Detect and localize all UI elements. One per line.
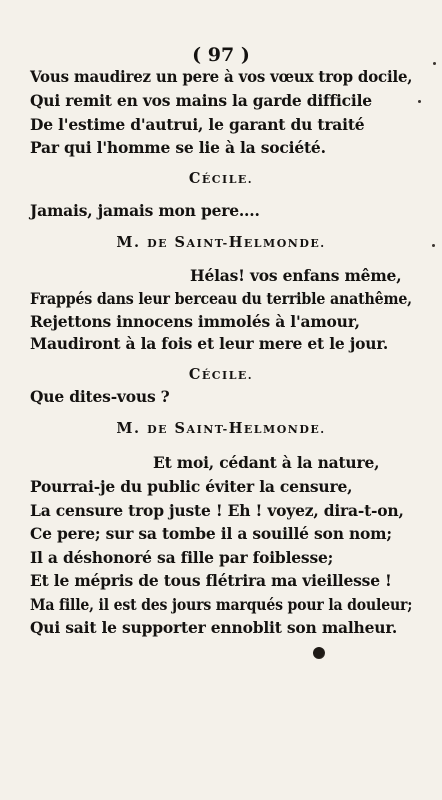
verse-line-5: Jamais, jamais mon pere.... [30,201,260,220]
edge-dot-icon [433,62,436,65]
verse-line-9: Maudiront à la fois et leur mere et le jour. [30,334,389,353]
verse-line-3: De l'estime d'autrui, le garant du traité [30,115,365,134]
speaker-s-rest: AINT- [186,237,229,250]
speaker-initial: C [188,366,202,383]
edge-dot-icon [418,100,421,103]
ink-mark-icon [313,647,325,659]
speaker-rest: ÉCILE. [201,369,254,382]
speaker-prefix: M. [116,234,148,251]
verse-line-2: Qui remit en vos mains la garde difficile [30,91,372,110]
page-number: ( 97 ) [192,44,250,66]
speaker-s-rest: AINT- [186,423,229,436]
speaker-prefix: M. [116,420,148,437]
speaker-rest: ÉCILE. [201,173,254,186]
speaker-de: DE [147,237,168,250]
verse-line-8: Rejettons innocens immolés à l'amour, [30,312,360,331]
verse-line-6: Hélas! vos enfans même, [190,266,402,285]
verse-line-1: Vous maudirez un pere à vos vœux trop docile, [30,67,413,86]
speaker-h-initial: H [228,420,244,437]
edge-dot-icon [432,244,435,247]
verse-line-13: La censure trop juste ! Eh ! voyez, dira-t-on, [30,501,404,520]
verse-line-11: Et moi, cédant à la nature, [153,453,380,472]
verse-line-18: Qui sait le supporter ennoblit son malheur. [30,618,398,637]
verse-line-15: Il a déshonoré sa fille par foiblesse; [30,548,334,567]
speaker-s-initial: S [168,234,187,251]
verse-line-12: Pourrai-je du public éviter la censure, [30,477,353,496]
speaker-h-rest: ELMONDE. [243,237,326,250]
verse-line-10: Que dites-vous ? [30,387,170,406]
verse-line-16: Et le mépris de tous flétrira ma vieillesse ! [30,571,392,590]
verse-line-14: Ce pere; sur sa tombe il a souillé son nom; [30,524,392,543]
speaker-s-initial: S [168,420,187,437]
speaker-h-rest: ELMONDE. [243,423,326,436]
verse-line-17: Ma fille, il est des jours marqués pour la douleur; [30,595,413,614]
speaker-heading-cecile [0,170,442,189]
speaker-initial: C [188,170,202,187]
verse-line-7: Frappés dans leur berceau du terrible anathême, [30,289,412,308]
verse-line-4: Par qui l'homme se lie à la société. [30,138,326,157]
speaker-heading-saint-helmonde-2 [0,420,442,439]
speaker-de: DE [147,423,168,436]
speaker-heading-cecile-2 [0,366,442,385]
speaker-h-initial: H [228,234,244,251]
speaker-heading-saint-helmonde [0,234,442,253]
